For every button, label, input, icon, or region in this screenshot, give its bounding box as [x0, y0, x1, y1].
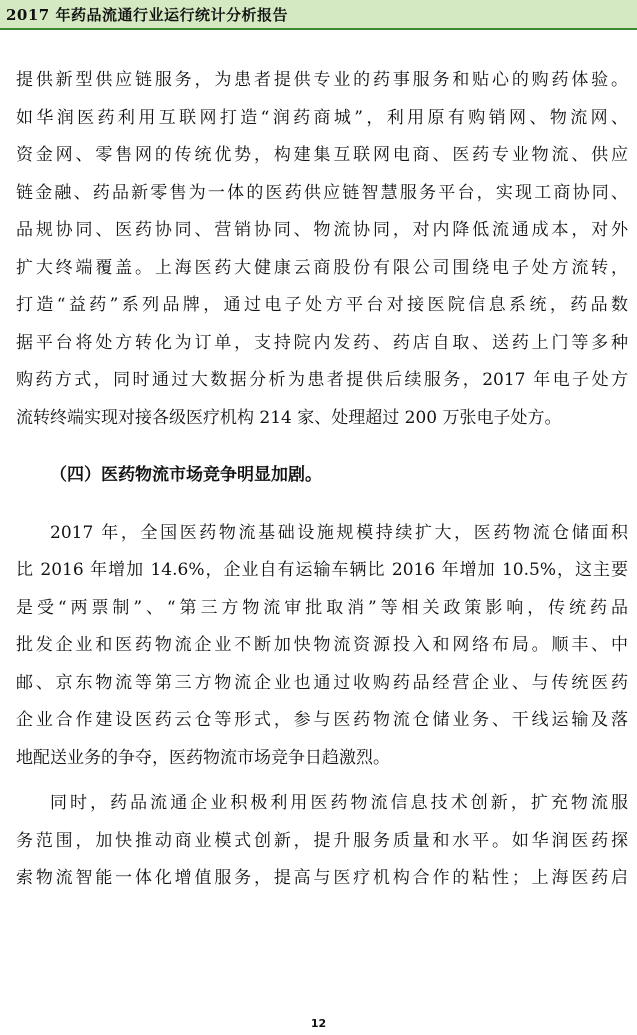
- text-line: 是受“两票制”、“第三方物流审批取消”等相关政策影响，传统药品: [16, 597, 628, 618]
- text-line: 务范围，加快推动商业模式创新，提升服务质量和水平。如华润医药探: [16, 830, 628, 851]
- text-line: 据平台将处方转化为订单，支持院内发药、药店自取、送药上门等多种: [16, 332, 628, 353]
- text-line: 购药方式，同时通过大数据分析为患者提供后续服务，2017 年电子处方: [16, 370, 628, 390]
- text-line: 企业合作建设医药云仓等形式，参与医药物流仓储业务、干线运输及落: [16, 710, 628, 730]
- page-header: [0, 0, 637, 30]
- paragraph-3: [16, 785, 628, 898]
- text-line: 地配送业务的争夺，医药物流市场竞争日趋激烈。: [16, 747, 390, 768]
- text-line: 链金融、药品新零售为一体的医药供应链智慧服务平台，实现工商协同、: [16, 182, 628, 203]
- text-line: 资金网、零售网的传统优势，构建集互联网电商、医药专业物流、供应: [16, 145, 628, 165]
- text-line: 批发企业和医药物流企业不断加快物流资源投入和网络布局。顺丰、中: [16, 635, 628, 655]
- text-line: 索物流智能一体化增值服务，提高与医疗机构合作的粘性；上海医药启: [16, 868, 628, 888]
- report-title: 2017 年药品流通行业运行统计分析报告: [6, 6, 288, 24]
- text-line: 同时，药品流通企业积极利用医药物流信息技术创新，扩充物流服: [50, 793, 628, 813]
- section-heading: （四）医药物流市场竞争明显加剧。: [50, 465, 322, 485]
- text-line: 打造“益药”系列品牌，通过电子处方平台对接医院信息系统，药品数: [16, 295, 628, 315]
- page-number: 12: [310, 1017, 327, 1030]
- spacer: [16, 437, 628, 457]
- spacer: [16, 495, 628, 515]
- document-body: [16, 62, 628, 898]
- text-line: 提供新型供应链服务，为患者提供专业的药事服务和贴心的购药体验。: [16, 70, 628, 90]
- text-line: 流转终端实现对接各级医疗机构 214 家、处理超过 200 万张电子处方。: [16, 407, 562, 428]
- text-line: 2017 年，全国医药物流基础设施规模持续扩大，医药物流仓储面积: [50, 522, 628, 543]
- spacer: [16, 777, 628, 785]
- paragraph-1: [16, 62, 628, 437]
- text-line: 品规协同、医药协同、营销协同、物流协同，对内降低流通成本，对外: [16, 220, 628, 240]
- text-line: 如华润医药利用互联网打造“润药商城”，利用原有购销网、物流网、: [16, 107, 628, 128]
- text-line: 邮、京东物流等第三方物流企业也通过收购药品经营企业、与传统医药: [16, 672, 628, 693]
- paragraph-2: [16, 515, 628, 778]
- text-line: 扩大终端覆盖。上海医药大健康云商股份有限公司围绕电子处方流转，: [16, 257, 628, 278]
- text-line: 比 2016 年增加 14.6%，企业自有运输车辆比 2016 年增加 10.5%，这主要: [16, 560, 628, 580]
